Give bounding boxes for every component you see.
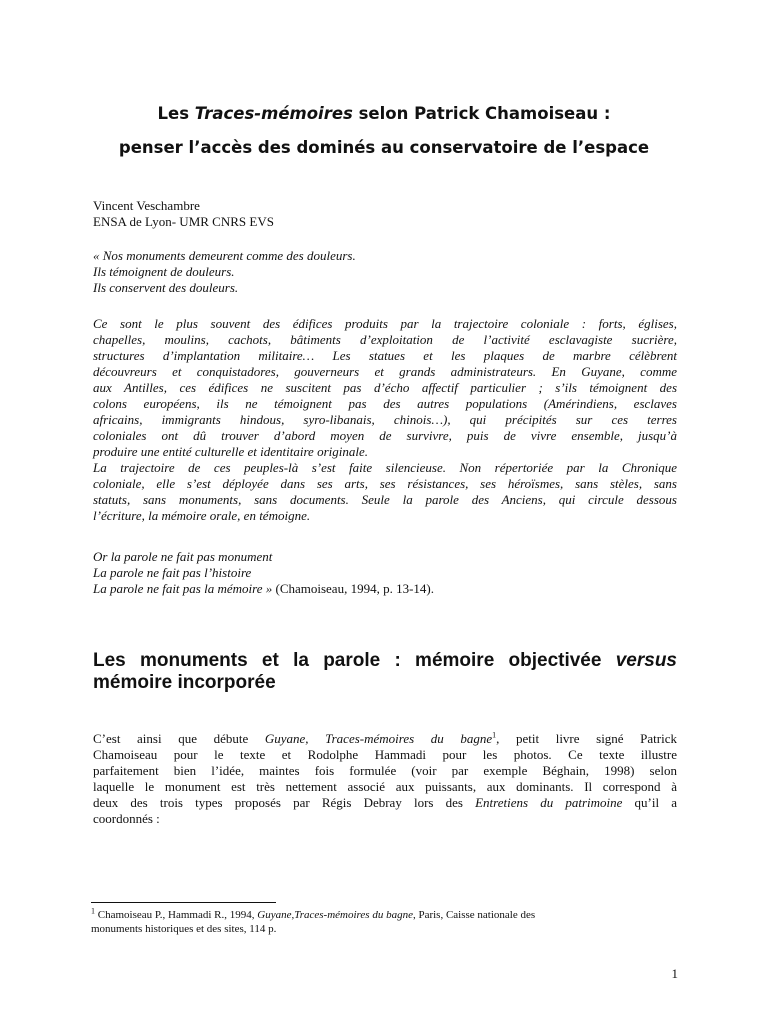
body-line: coordonnés : — [93, 811, 160, 826]
epigraph-line: « Nos monuments demeurent comme des douleurs. — [93, 248, 356, 263]
epigraph-closing — [93, 549, 677, 597]
author-name: Vincent Veschambre — [93, 198, 200, 213]
closing-line: Or la parole ne fait pas monument — [93, 549, 273, 564]
paragraph-line: découvreurs et conquistadores, gouverneurs et grands administrateurs. En Guyane, comme — [93, 364, 677, 379]
paragraph-line: africains, immigrants hindous, syro-libanais, chinois…), qui précipités sur ces terres — [93, 412, 677, 427]
epigraph-line: Ils témoignent de douleurs. — [93, 264, 235, 279]
paragraph-line: coloniale, elle s’est déployée dans ses arts, ses résistances, ses héroïsmes, sans stèles, sans — [93, 476, 677, 491]
body-line: C’est ainsi que débute Guyane, Traces-mémoires du bagne$^1$, petit livre signé Patrick — [93, 730, 678, 746]
author-block — [93, 198, 677, 230]
epigraph-opening — [93, 248, 677, 296]
epigraph-line: Ils conservent des douleurs. — [93, 280, 239, 295]
footnote-number: 1 — [91, 906, 95, 916]
author-affiliation: ENSA de Lyon- UMR CNRS EVS — [93, 214, 274, 229]
paragraph-line: La trajectoire de ces peuples-là s’est faite silencieuse. Non répertoriée par la Chronique — [93, 460, 677, 475]
footnote-separator — [91, 902, 276, 903]
paragraph-line: produire une entité culturelle et identitaire originale. — [93, 444, 368, 459]
citation: (Chamoiseau, 1994, p. 13-14). — [272, 581, 434, 596]
page-number: 1 — [671, 966, 678, 981]
paragraph-line: l’écriture, la mémoire orale, en témoigne. — [93, 508, 311, 523]
title-italic: Traces-mémoires — [194, 104, 353, 123]
body-line: Chamoiseau pour le texte et Rodolphe Hammadi pour les photos. Ce texte illustre — [93, 747, 677, 762]
closing-line: La parole ne fait pas l’histoire — [93, 565, 252, 580]
paragraph-line: structures d’implantation militaire… Les statues et les plaques de marbre célèbrent — [93, 348, 677, 363]
body-line: parfaitement bien l’idée, maintes fois formulée (voir par exemple Béghain, 1998) selon — [93, 763, 677, 778]
title-line-1: Les Traces-mémoires selon Patrick Chamoiseau : — [157, 104, 611, 123]
paragraph-line: chapelles, moulins, cachots, bâtiments d’exploitation de l’activité esclavagiste sucrière, — [93, 332, 677, 347]
paragraph-line: Ce sont le plus souvent des édifices produits par la trajectoire coloniale : forts, églises, — [93, 316, 677, 331]
body-line: laquelle le monument est très nettement associé aux puissants, aux dominants. Il correspond à — [93, 779, 677, 794]
paragraph-line: colons européens, ils ne témoignent pas des autres populations (Amérindiens, esclaves — [93, 396, 677, 411]
footnote-ref: 1 — [492, 730, 497, 740]
closing-line-with-citation: La parole ne fait pas la mémoire » (Chamoiseau, 1994, p. 13-14). — [93, 581, 434, 596]
title-line-2: penser l’accès des dominés au conservatoire de l’espace — [118, 138, 650, 157]
paragraph-line: aux Antilles, ces édifices ne suscitent pas d’écho affectif particulier ; s’ils témoignent des — [93, 380, 677, 395]
section-heading: Les monuments et la parole : mémoire objectivée versus mémoire incorporée — [93, 650, 677, 693]
paragraph-line: coloniales ont dû trouver d’abord moyen de survivre, puis de vivre ensemble, jusqu’à — [93, 428, 677, 443]
body-paragraph — [93, 731, 677, 827]
body-line: deux des trois types proposés par Régis Debray lors des Entretiens du patrimoine qu’il a — [93, 795, 677, 810]
paragraph-line: statuts, sans monuments, sans documents. Seule la parole des Anciens, qui circule dessous — [93, 492, 677, 507]
epigraph-paragraph-1 — [93, 316, 677, 524]
footnote: $^1$ Chamoiseau P., Hammadi R., 1994, Guyane,Traces-mémoires du bagne, Paris, Caisse nationale des monuments historiques et des sites, 114 p. — [91, 906, 536, 935]
